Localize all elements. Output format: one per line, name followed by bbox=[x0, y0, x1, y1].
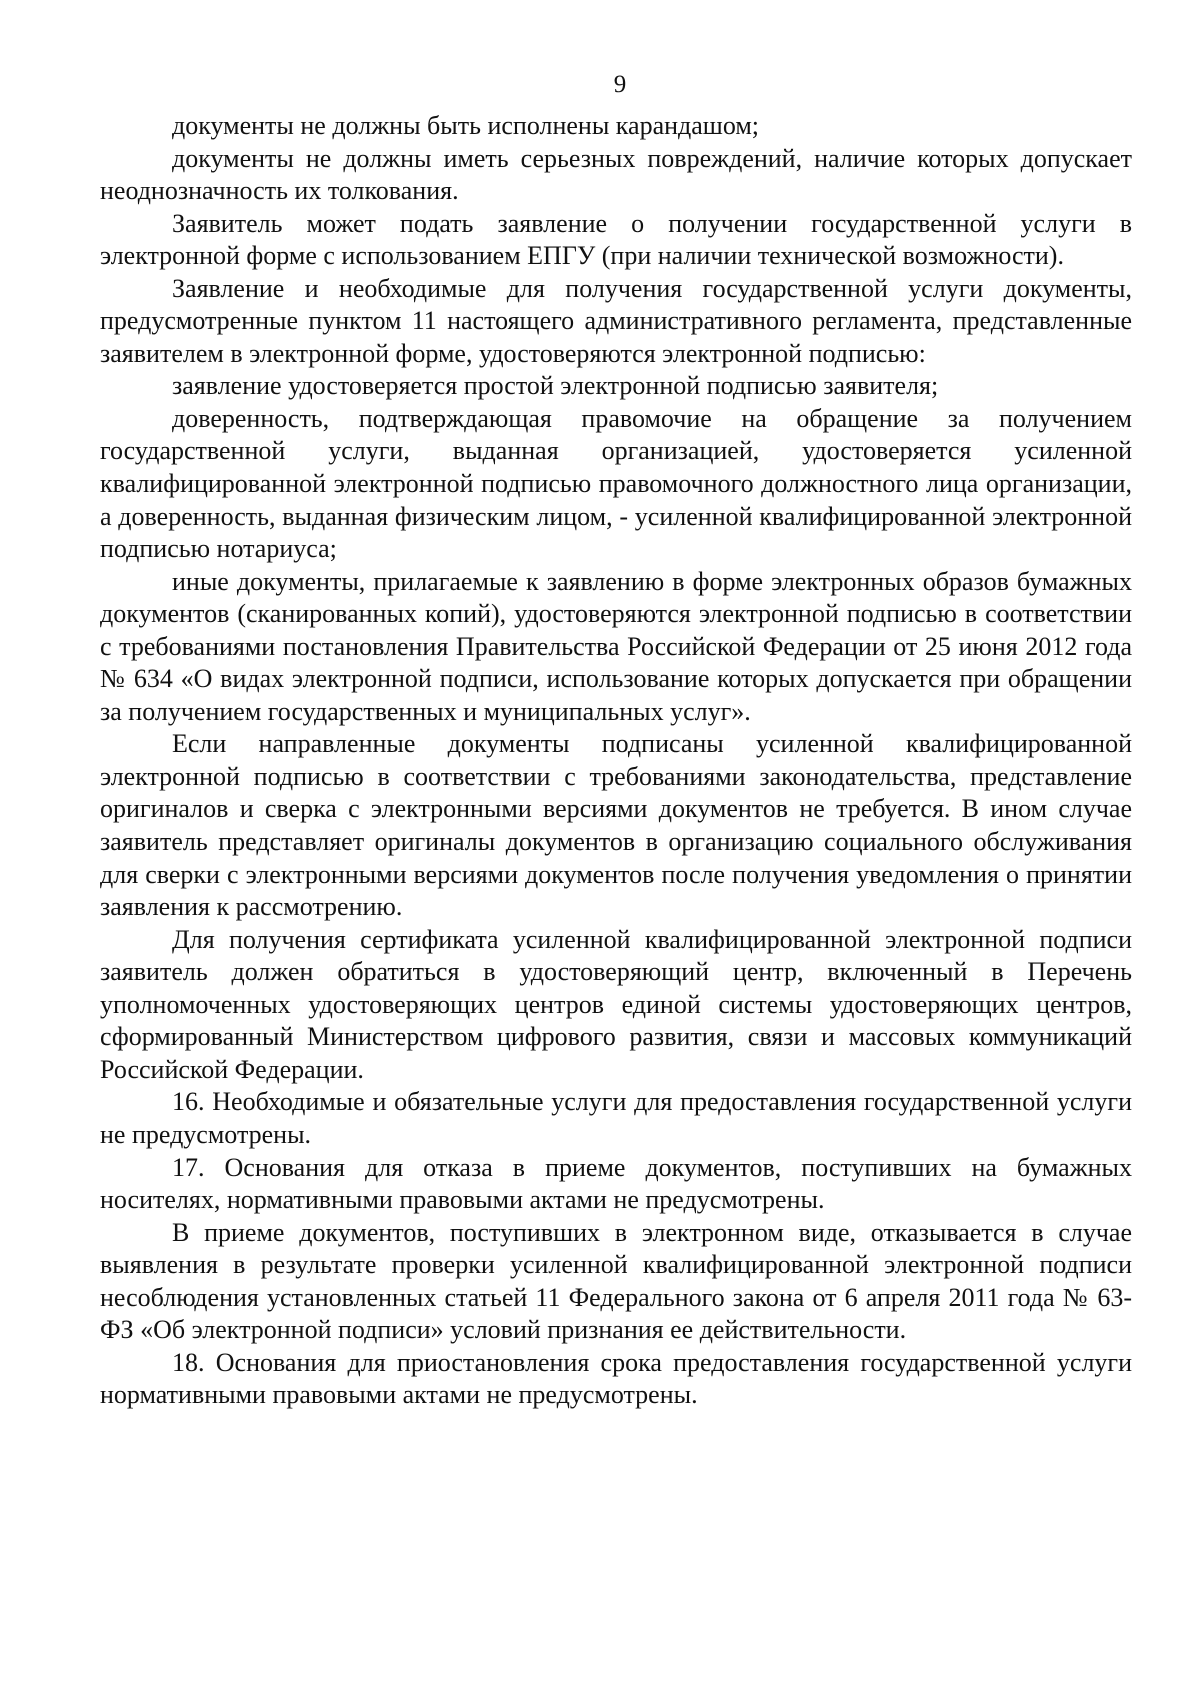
paragraph-certificate: Для получения сертификата усиленной квалифицированной электронной подписи заявитель должен обратиться в удостоверяющий центр, включенный в Перечень уполномоченных удостоверяющих центров единой системы удостоверяющих центров, сформированный Министерством цифрового развития, связи и массовых коммуникаций Российской Федерации. bbox=[100, 924, 1132, 1084]
document-body bbox=[100, 110, 1132, 1412]
paragraph-section-18: 18. Основания для приостановления срока предоставления государственной услуги нормативными правовыми актами не предусмотрены. bbox=[100, 1347, 1132, 1410]
paragraph-no-damage: документы не должны иметь серьезных повреждений, наличие которых допускает неоднозначность их толкования. bbox=[100, 143, 1132, 206]
paragraph-simple-signature: заявление удостоверяется простой электронной подписью заявителя; bbox=[172, 371, 939, 401]
paragraph-other-documents: иные документы, прилагаемые к заявлению в форме электронных образов бумажных документов (сканированных копий), удостоверяются электронной подписью в соответствии с требованиями постановления Правительства Российской Федерации от 25 июня 2012 года № 634 «О видах электронной подписи, использование которых допускается при обращении за получением государственных и муниципальных услуг». bbox=[100, 566, 1132, 726]
paragraph-power-of-attorney: доверенность, подтверждающая правомочие на обращение за получением государственной услуги, выданная организацией, удостоверяется усиленной квалифицированной электронной подписью правомочного должностного лица организации, а доверенность, выданная физическим лицом, - усиленной квалифицированной электронной подписью нотариуса; bbox=[100, 403, 1132, 564]
paragraph-electronic-application: Заявитель может подать заявление о получении государственной услуги в электронной форме с использованием ЕПГУ (при наличии технической возможности). bbox=[100, 208, 1132, 271]
paragraph-electronic-signature: Заявление и необходимые для получения государственной услуги документы, предусмотренные пунктом 11 настоящего административного регламента, представленные заявителем в электронной форме, удостоверяются электронной подписью: bbox=[100, 273, 1132, 368]
paragraph-section-17: 17. Основания для отказа в приеме документов, поступивших на бумажных носителях, нормативными правовыми актами не предусмотрены. bbox=[100, 1152, 1132, 1215]
paragraph-refusal-electronic: В приеме документов, поступивших в электронном виде, отказывается в случае выявления в результате проверки усиленной квалифицированной электронной подписи несоблюдения установленных статьей 11 Федерального закона от 6 апреля 2011 года № 63-ФЗ «Об электронной подписи» условий признания ее действительности. bbox=[100, 1217, 1132, 1345]
paragraph-section-16: 16. Необходимые и обязательные услуги для предоставления государственной услуги не предусмотрены. bbox=[100, 1087, 1132, 1149]
page-number: 9 bbox=[613, 71, 627, 98]
paragraph-originals-verification: Если направленные документы подписаны усиленной квалифицированной электронной подписью в соответствии с требованиями законодательства, представление оригиналов и сверка с электронными версиями документов не требуется. В ином случае заявитель представляет оригиналы документов в организацию социального обслуживания для сверки с электронными версиями документов после получения уведомления о принятии заявления к рассмотрению. bbox=[100, 729, 1132, 922]
paragraph-pencil-prohibition: документы не должны быть исполнены карандашом; bbox=[172, 111, 760, 140]
